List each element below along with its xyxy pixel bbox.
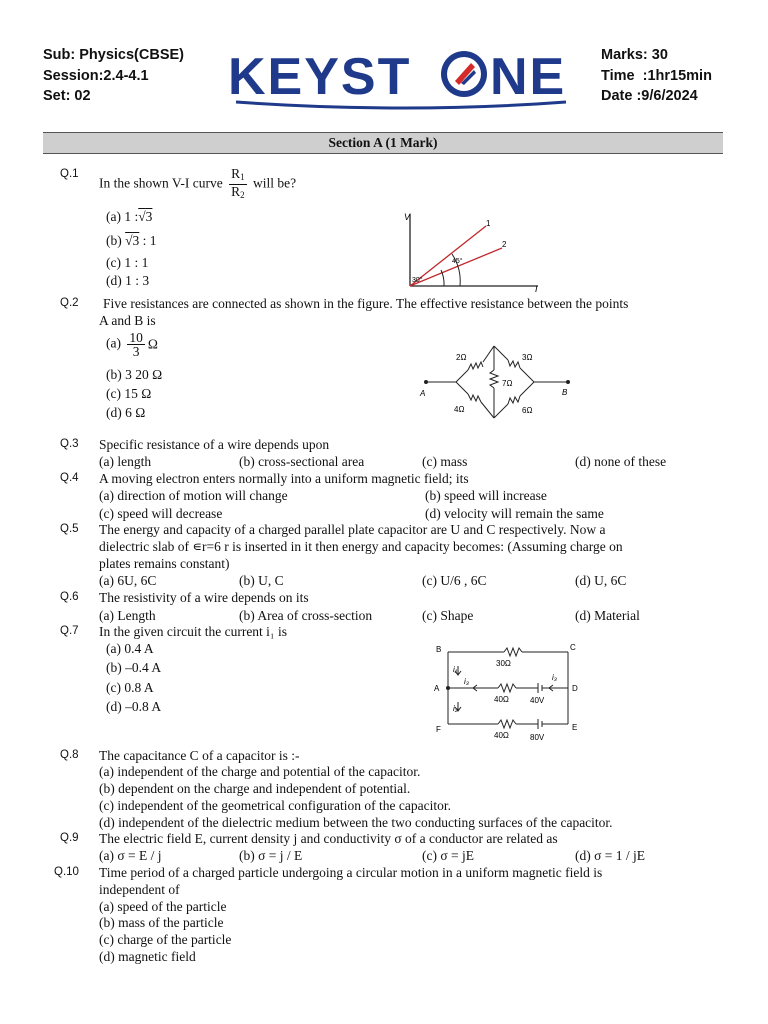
q6-option-b: (b) Area of cross-section (239, 608, 373, 623)
graph-line2-label: 2 (502, 240, 507, 249)
set-label: Set: 02 (43, 88, 91, 104)
section-title: Section A (1 Mark) (43, 132, 723, 154)
q3-option-b: (b) cross-sectional area (239, 454, 365, 469)
q1-option-c: (c) 1 : 1 (106, 255, 149, 270)
logo-text-right: NE (490, 48, 567, 106)
q2-option-a: (a) $\frac{10}{3}$ Ω (106, 330, 158, 359)
graph-v-label: V (404, 212, 411, 222)
q5-option-d: (d) U, 6C (575, 573, 627, 588)
q8-option-b: (b) dependent on the charge and independent of potential. (99, 781, 411, 796)
exam-info-left (43, 45, 184, 107)
v-40v: 40V (530, 696, 545, 705)
q8-option-d: (d) independent of the dielectric medium between the two conducting surfaces of the capacitor. (99, 815, 613, 830)
q2-line1: Five resistances are connected as shown in the figure. The effective resistance between the points (103, 296, 629, 311)
bridge-circuit (418, 340, 578, 420)
q4-option-a: (a) direction of motion will change (99, 488, 288, 503)
q2-option-b: (b) 3 20 Ω (106, 367, 163, 382)
q4-option-d: (d) velocity will remain the same (425, 506, 604, 521)
question-number: Q.3 (60, 438, 79, 450)
graph-line1-label: 1 (486, 219, 491, 228)
q8-text: The capacitance C of a capacitor is :- (99, 748, 300, 763)
q4-text: A moving electron enters normally into a uniform magnetic field; its (99, 471, 469, 486)
r-4ohm: 4Ω (454, 405, 465, 414)
vi-graph (398, 206, 548, 294)
q10-line1: Time period of a charged particle undergoing a circular motion in a uniform magnetic field is (99, 865, 603, 880)
exam-info-right (601, 45, 712, 107)
q10-option-d: (d) magnetic field (99, 949, 196, 964)
q2-text (99, 296, 715, 330)
q10-option-c: (c) charge of the particle (99, 932, 232, 947)
q5-line2: dielectric slab of ∊r=6 r is inserted in it then energy and capacity becomes: (Assuming charge on (99, 538, 623, 554)
marks-label: Marks: 30 (601, 47, 668, 63)
question-number: Q.4 (60, 472, 79, 484)
q3-option-c: (c) mass (422, 454, 468, 469)
question-number: Q.1 (60, 168, 79, 180)
q5-line3: plates remains constant) (99, 555, 230, 571)
q1-option-b: (b) √3 : 1 (106, 233, 157, 248)
q7-option-c: (c) 0.8 A (106, 680, 154, 695)
q4-option-c: (c) speed will decrease (99, 506, 223, 521)
q5-option-b: (b) U, C (239, 573, 284, 588)
q10-option-a: (a) speed of the particle (99, 899, 227, 914)
q7-option-a: (a) 0.4 A (106, 641, 154, 656)
i1-label: i₁ (453, 665, 458, 674)
q9-option-d: (d) σ = 1 / jE (575, 848, 646, 863)
node-B: B (436, 645, 442, 654)
q9-option-c: (c) σ = jE (422, 848, 474, 863)
q10-text (99, 865, 715, 899)
q1-option-d: (d) 1 : 3 (106, 273, 150, 288)
q2-line2: A and B is (99, 312, 156, 328)
q1-text-post: will be? (253, 175, 297, 191)
graph-angle-30: 30° (412, 277, 423, 284)
v-80v: 80V (530, 733, 545, 742)
q7-option-d: (d) –0.8 A (106, 699, 162, 714)
session-label: Session:2.4-4.1 (43, 67, 149, 84)
q1-option-a: (a) 1 :√3 (106, 209, 153, 224)
q8-option-c: (c) independent of the geometrical configuration of the capacitor. (99, 798, 451, 813)
q10-line2: independent of (99, 881, 180, 897)
q6-text: The resistivity of a wire depends on its (99, 590, 309, 605)
q6-option-a: (a) Length (99, 608, 156, 623)
time-label: Time :1hr15min (601, 67, 712, 84)
q8-option-a: (a) independent of the charge and potential of the capacitor. (99, 764, 421, 779)
q7-text: In the given circuit the current i₁ is (99, 624, 288, 639)
q3-text: Specific resistance of a wire depends upon (99, 437, 330, 452)
subject-label: Sub: Physics(CBSE) (43, 47, 184, 63)
r-30ohm: 30Ω (496, 659, 511, 668)
q6-option-c: (c) Shape (422, 608, 474, 623)
q5-line1: The energy and capacity of a charged parallel plate capacitor are U and C respectively. Now a (99, 522, 606, 537)
graph-angle-45: 45° (452, 258, 463, 265)
q2-option-c: (c) 15 Ω (106, 386, 152, 401)
q1-text-pre: In the shown V-I curve (99, 175, 223, 191)
question-number: Q.9 (60, 832, 79, 844)
i3-label-left: i₃ (464, 677, 469, 686)
question-number: Q.7 (60, 625, 79, 637)
q5-option-c: (c) U/6 , 6C (422, 573, 487, 588)
q1-text (99, 167, 296, 202)
q3-option-d: (d) none of these (575, 454, 667, 469)
i3-label-right: i₃ (552, 673, 557, 682)
q5-option-a: (a) 6U, 6C (99, 573, 157, 588)
r-40ohm-mid: 40Ω (494, 695, 509, 704)
graph-i-label: I (535, 284, 538, 294)
question-number: Q.8 (60, 749, 79, 761)
q6-option-d: (d) Material (575, 608, 640, 623)
q4-option-b: (b) speed will increase (425, 488, 547, 503)
i2-label: i₂ (453, 704, 458, 713)
q2-option-d: (d) 6 Ω (106, 405, 146, 420)
r-3ohm: 3Ω (522, 353, 533, 362)
q5-text (99, 522, 715, 572)
q3-option-a: (a) length (99, 454, 152, 469)
current-circuit (428, 640, 588, 746)
q9-text: The electric field E, current density j and conductivity σ of a conductor are related as (99, 831, 558, 846)
node-E: E (572, 723, 578, 732)
date-label: Date :9/6/2024 (601, 88, 698, 104)
r-7ohm: 7Ω (502, 379, 513, 388)
q9-option-a: (a) σ = E / j (99, 848, 162, 863)
question-number: Q.10 (54, 866, 79, 878)
keystone-logo (226, 40, 576, 110)
node-a: A (420, 389, 426, 398)
node-C: C (570, 643, 576, 652)
question-number: Q.6 (60, 591, 79, 603)
q1-fraction: $\frac{R_1}{R_2}$ (231, 166, 245, 200)
node-b: B (562, 388, 568, 397)
r-6ohm: 6Ω (522, 406, 533, 415)
logo-text-left: KEYST (228, 48, 412, 106)
question-number: Q.2 (60, 297, 79, 309)
q7-option-b: (b) –0.4 A (106, 660, 162, 675)
node-A: A (434, 684, 440, 693)
node-F: F (436, 725, 441, 734)
r-2ohm: 2Ω (456, 353, 467, 362)
q9-option-b: (b) σ = j / E (239, 848, 303, 863)
q10-option-b: (b) mass of the particle (99, 915, 224, 930)
r-40ohm-bottom: 40Ω (494, 731, 509, 740)
node-D: D (572, 684, 578, 693)
logo-o-icon (441, 51, 487, 97)
question-number: Q.5 (60, 523, 79, 535)
